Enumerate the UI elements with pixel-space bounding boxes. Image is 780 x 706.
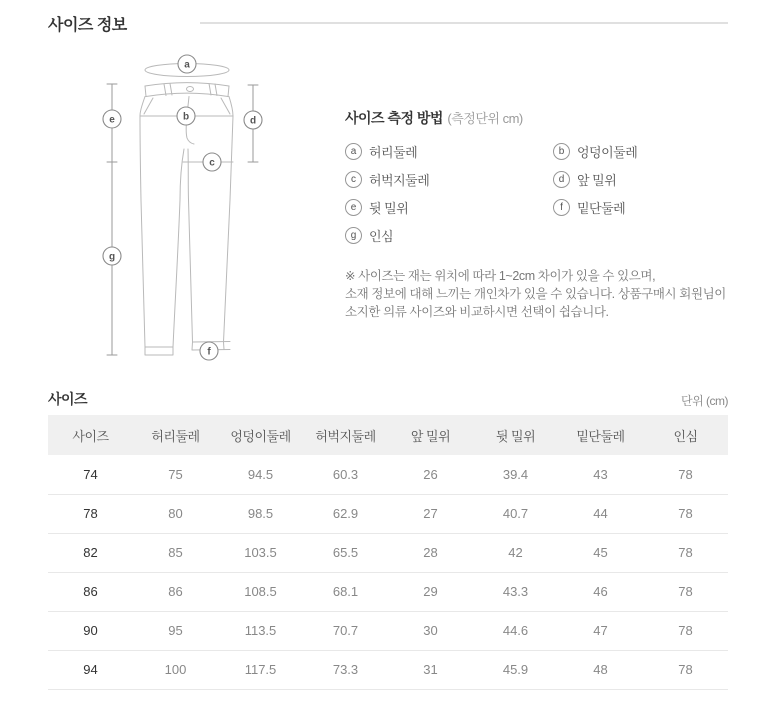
- measurement-cell: 86: [133, 572, 218, 611]
- label-g: [103, 247, 121, 265]
- measurement-cell: 28: [388, 533, 473, 572]
- measurement-legend: [345, 142, 735, 245]
- note-line: ※ 사이즈는 재는 위치에 따라 1~2cm 차이가 있을 수 있으며,: [345, 269, 656, 283]
- column-header: 엉덩이둘레: [218, 415, 303, 455]
- waistband-bottom-line: [146, 93, 228, 96]
- legend-key-circle: c: [345, 171, 362, 188]
- legend-key-circle: g: [345, 227, 362, 244]
- left-leg-outer-seam: [140, 97, 145, 348]
- label-e: [103, 110, 121, 128]
- svg-text:d: d: [249, 115, 257, 127]
- size-table-body: [48, 455, 728, 689]
- measurement-cell: 85: [133, 533, 218, 572]
- left-leg-inner-seam: [173, 149, 184, 347]
- measurement-cell: 80: [133, 494, 218, 533]
- label-b: [177, 107, 195, 125]
- measurement-cell: 46: [558, 572, 643, 611]
- measurement-cell: 78: [643, 455, 728, 494]
- measurement-cell: 78: [643, 533, 728, 572]
- pants-diagram-svg: [85, 48, 325, 368]
- legend-key-circle: b: [553, 143, 570, 160]
- measurement-method-title-row: [345, 108, 735, 128]
- measurement-cell: 60.3: [303, 455, 388, 494]
- column-header: 인심: [643, 415, 728, 455]
- measurement-cell: 27: [388, 494, 473, 533]
- measurement-cell: 26: [388, 455, 473, 494]
- label-a: [178, 55, 196, 73]
- measurement-cell: 39.4: [473, 455, 558, 494]
- table-row: [48, 533, 728, 572]
- size-cell: 86: [48, 572, 133, 611]
- legend-item-c: [345, 170, 553, 189]
- legend-item-b: [553, 142, 735, 161]
- measurement-cell: 78: [643, 494, 728, 533]
- legend-item-label: 밑단둘레: [577, 201, 626, 216]
- legend-item-g: [345, 226, 553, 245]
- legend-item-label: 허벅지둘레: [369, 173, 430, 188]
- size-cell: 78: [48, 494, 133, 533]
- measurement-cell: 43.3: [473, 572, 558, 611]
- legend-key-circle: a: [345, 143, 362, 160]
- column-header: 사이즈: [48, 415, 133, 455]
- measurement-cell: 117.5: [218, 650, 303, 689]
- measurement-cell: 75: [133, 455, 218, 494]
- waistband-top-line: [145, 83, 229, 86]
- label-c: [203, 153, 221, 171]
- column-header: 뒷 밀위: [473, 415, 558, 455]
- svg-text:e: e: [109, 114, 115, 126]
- size-table-title: 사이즈: [48, 391, 88, 407]
- legend-item-label: 앞 밀위: [577, 173, 617, 188]
- legend-item-label: 엉덩이둘레: [577, 145, 638, 160]
- measurement-cell: 100: [133, 650, 218, 689]
- measurement-cell: 44.6: [473, 611, 558, 650]
- column-header: 앞 밀위: [388, 415, 473, 455]
- table-row: [48, 455, 728, 494]
- svg-text:b: b: [182, 111, 190, 123]
- measurement-cell: 98.5: [218, 494, 303, 533]
- measurement-cell: 95: [133, 611, 218, 650]
- note-line: 소재 정보에 대해 느끼는 개인차가 있을 수 있습니다. 상품구매시 회원님이: [345, 287, 726, 302]
- legend-item-label: 뒷 밀위: [369, 201, 409, 216]
- measurement-cell: 45: [558, 533, 643, 572]
- legend-item-e: [345, 198, 553, 217]
- measurement-method-title: 사이즈 측정 방법: [345, 110, 443, 126]
- legend-item-label: 허리둘레: [369, 145, 418, 160]
- measurement-cell: 68.1: [303, 572, 388, 611]
- table-row: [48, 572, 728, 611]
- measurement-cell: 43: [558, 455, 643, 494]
- measurement-cell: 78: [643, 650, 728, 689]
- column-header: 허리둘레: [133, 415, 218, 455]
- size-table-unit-label: 단위 (cm): [680, 394, 728, 408]
- right-leg-outer-seam: [224, 97, 234, 343]
- svg-text:g: g: [108, 251, 116, 263]
- legend-key-circle: e: [345, 199, 362, 216]
- measurement-cell: 30: [388, 611, 473, 650]
- measurement-unit-note: (측정단위 cm): [447, 111, 523, 126]
- legend-item-a: [345, 142, 553, 161]
- svg-text:f: f: [207, 346, 211, 358]
- legend-key-circle: f: [553, 199, 570, 216]
- measurement-cell: 40.7: [473, 494, 558, 533]
- measurement-cell: 78: [643, 572, 728, 611]
- size-cell: 82: [48, 533, 133, 572]
- measurement-cell: 45.9: [473, 650, 558, 689]
- measurement-method-section: [345, 108, 735, 321]
- note-line: 소지한 의류 사이즈와 비교하시면 선택이 쉽습니다.: [345, 305, 609, 320]
- right-leg-inner-seam: [188, 149, 193, 342]
- title-divider: [200, 22, 728, 24]
- size-cell: 74: [48, 455, 133, 494]
- pants-measurement-diagram: [85, 48, 325, 368]
- measurement-cell: 73.3: [303, 650, 388, 689]
- svg-text:c: c: [209, 157, 215, 169]
- measurement-cell: 113.5: [218, 611, 303, 650]
- measurement-cell: 103.5: [218, 533, 303, 572]
- measurement-cell: 47: [558, 611, 643, 650]
- column-header: 밑단둘레: [558, 415, 643, 455]
- table-row: [48, 650, 728, 689]
- measurement-cell: 31: [388, 650, 473, 689]
- measurement-cell: 108.5: [218, 572, 303, 611]
- measurement-cell: 70.7: [303, 611, 388, 650]
- measurement-cell: 42: [473, 533, 558, 572]
- measurement-cell: 78: [643, 611, 728, 650]
- legend-key-circle: d: [553, 171, 570, 188]
- table-row: [48, 611, 728, 650]
- svg-text:a: a: [184, 59, 190, 71]
- legend-item-label: 인심: [369, 229, 394, 244]
- size-table-header: [48, 415, 728, 455]
- legend-item-f: [553, 198, 735, 217]
- measurement-cell: 65.5: [303, 533, 388, 572]
- measurement-cell: 94.5: [218, 455, 303, 494]
- label-d: [244, 111, 262, 129]
- size-cell: 94: [48, 650, 133, 689]
- column-header: 허벅지둘레: [303, 415, 388, 455]
- waist-button-icon: [187, 87, 194, 92]
- measurement-cell: 44: [558, 494, 643, 533]
- left-hem: [145, 347, 173, 355]
- legend-item-d: [553, 170, 735, 189]
- size-disclaimer-note: [345, 267, 735, 321]
- page-title: 사이즈 정보: [48, 17, 127, 34]
- measurement-cell: 62.9: [303, 494, 388, 533]
- label-f: [200, 342, 218, 360]
- size-cell: 90: [48, 611, 133, 650]
- measurement-cell: 48: [558, 650, 643, 689]
- size-table: [48, 415, 728, 690]
- measurement-cell: 29: [388, 572, 473, 611]
- table-row: [48, 494, 728, 533]
